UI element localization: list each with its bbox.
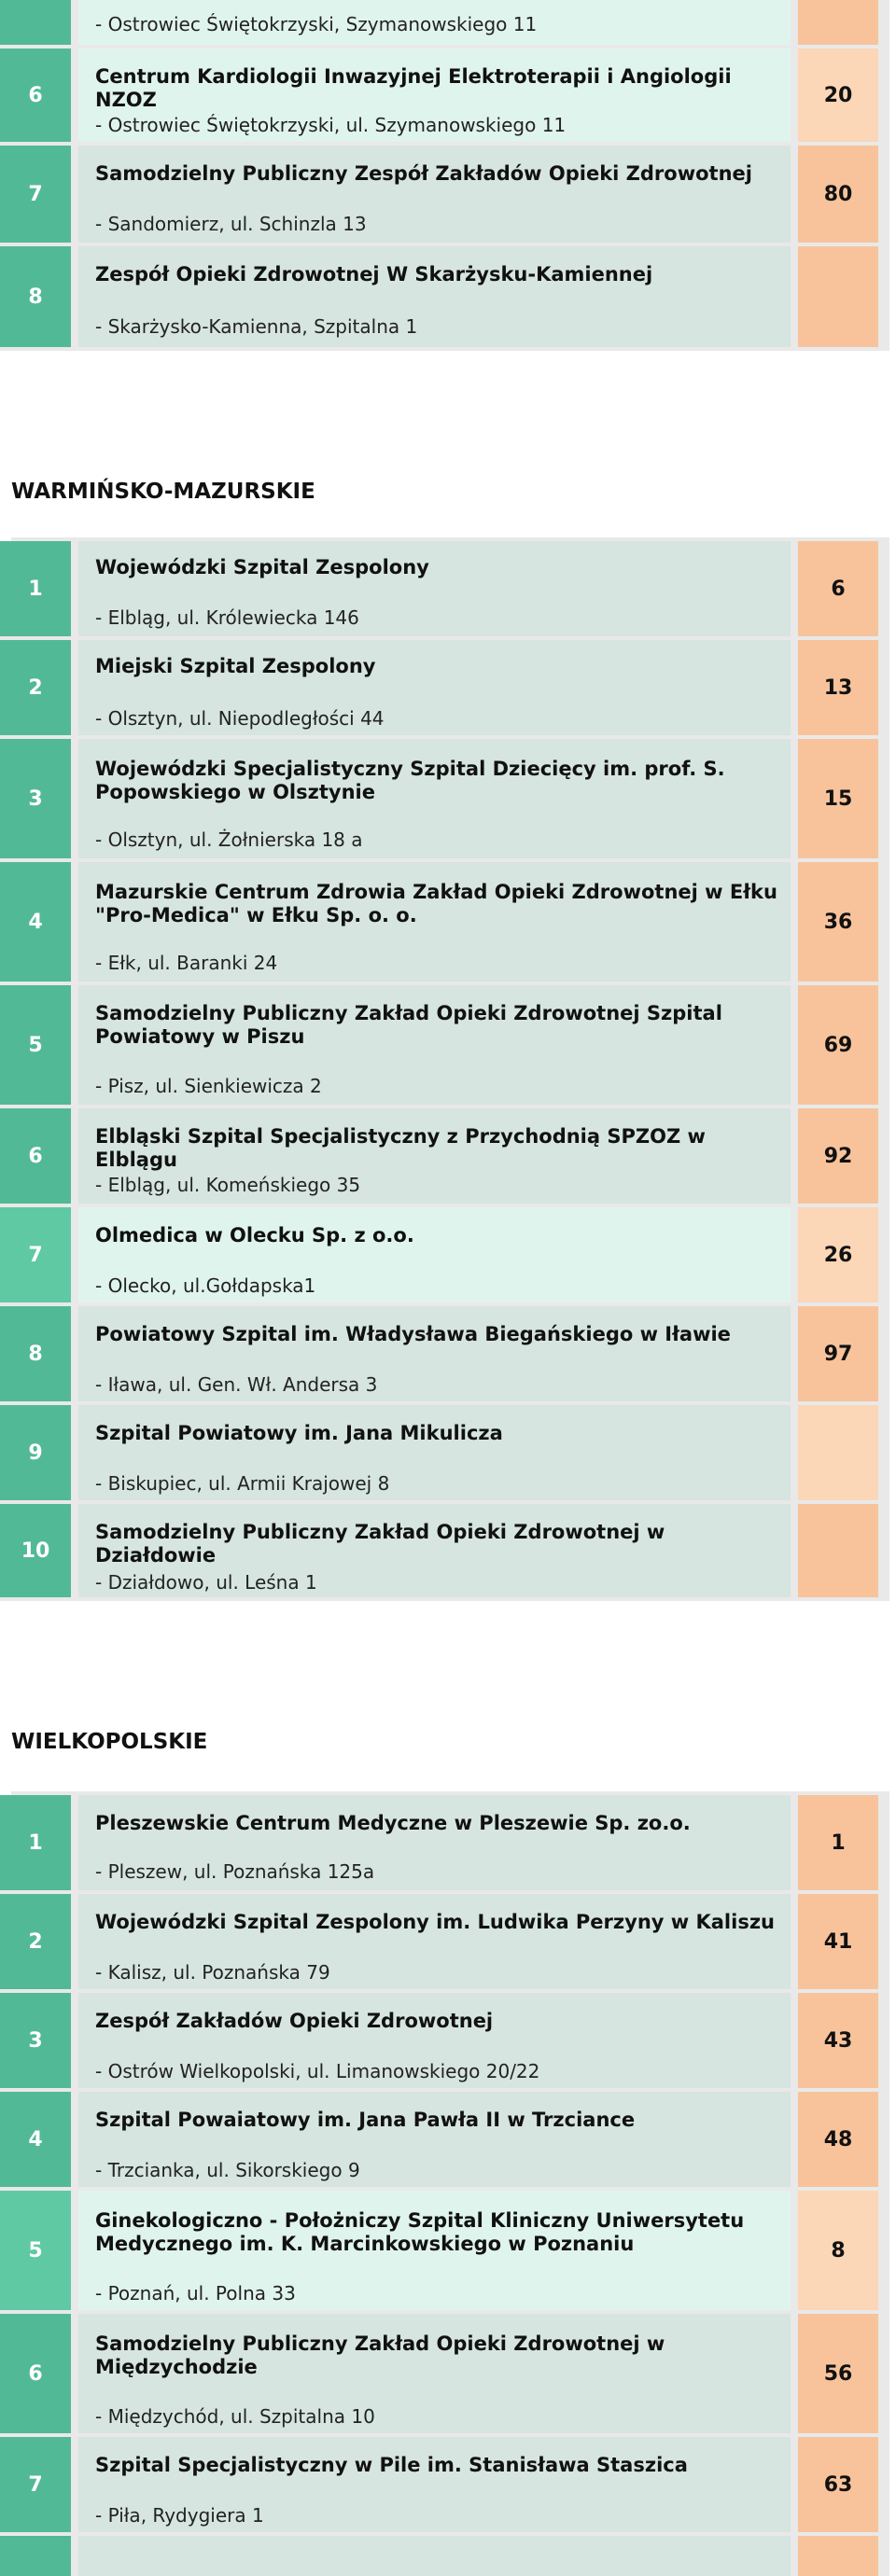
row-address: - Sandomierz, ul. Schinzla 13 [95, 213, 367, 235]
row-title: Powiatowy Szpital im. Władysława Biegańskiego w Iławie [95, 1323, 731, 1345]
row-value-cell: 80 [798, 146, 878, 246]
row-address: - Olecko, ul.Gołdapska1 [95, 1274, 316, 1297]
row-value-cell: 20 [798, 49, 878, 146]
row-address: - Elbląg, ul. Komeńskiego 35 [95, 1174, 361, 1196]
row-address: - Biskupiec, ul. Armii Krajowej 8 [95, 1472, 390, 1495]
row-title: Samodzielny Publiczny Zakład Opieki Zdrowotnej w Działdowie [95, 1521, 665, 1566]
row-number-cell: 7 [0, 2437, 75, 2536]
table-row-name-cell [78, 862, 794, 985]
row-title: Szpital Powiatowy im. Jana Mikulicza [95, 1422, 503, 1444]
row-value-cell [798, 1504, 878, 1601]
row-number-cell: 5 [0, 985, 75, 1108]
row-title: Miejski Szpital Zespolony [95, 655, 376, 677]
row-number-cell: 3 [0, 1993, 75, 2092]
row-address: - Trzcianka, ul. Sikorskiego 9 [95, 2159, 360, 2181]
row-address: - Ostrowiec Świętokrzyski, ul. Szymanowskiego 11 [95, 114, 567, 136]
row-title: Samodzielny Publiczny Zakład Opieki Zdrowotnej Szpital Powiatowy w Piszu [95, 1002, 722, 1048]
row-number-cell: 8 [0, 246, 75, 351]
row-value-cell: 36 [798, 862, 878, 985]
row-title: Elbląski Szpital Specjalistyczny z Przychodnią SPZOZ w Elblągu [95, 1125, 706, 1171]
row-number-cell: 10 [0, 1504, 75, 1601]
row-value-cell: 6 [798, 541, 878, 640]
row-value-cell: 48 [798, 2092, 878, 2191]
row-address: - Pisz, ul. Sienkiewicza 2 [95, 1075, 322, 1097]
row-value-cell: 8 [798, 2191, 878, 2314]
row-address: - Ełk, ul. Baranki 24 [95, 952, 278, 974]
row-title: Mazurskie Centrum Zdrowia Zakład Opieki Zdrowotnej w Ełku "Pro-Medica" w Ełku Sp. o. o. [95, 881, 777, 926]
row-title: Olmedica w Olecku Sp. z o.o. [95, 1224, 414, 1246]
row-title: Pleszewskie Centrum Medyczne w Pleszewie Sp. zo.o. [95, 1812, 691, 1834]
row-value-cell: 26 [798, 1207, 878, 1306]
table-row-name-cell [78, 146, 794, 246]
row-title: Wojewódzki Specjalistyczny Szpital Dziecięcy im. prof. S. Popowskiego w Olsztynie [95, 758, 725, 803]
table-row-name-cell [78, 985, 794, 1108]
row-address: - Ostrowiec Świętokrzyski, Szymanowskiego 11 [95, 13, 538, 35]
row-title: Samodzielny Publiczny Zespół Zakładów Opieki Zdrowotnej [95, 162, 752, 185]
row-title: Samodzielny Publiczny Zakład Opieki Zdrowotnej w Międzychodzie [95, 2332, 665, 2378]
table-row-name-cell [78, 1993, 794, 2092]
table-row-name-cell [78, 640, 794, 739]
row-title: Ginekologiczno - Położniczy Szpital Kliniczny Uniwersytetu Medycznego im. K. Marcinkowskiego w Poznaniu [95, 2209, 745, 2255]
row-number-cell: 2 [0, 1894, 75, 1993]
row-address: - Pleszew, ul. Poznańska 125a [95, 1860, 375, 1883]
row-value-cell: 13 [798, 640, 878, 739]
table-row-name-cell [78, 1795, 794, 1894]
table-row-name-cell [78, 2536, 794, 2576]
row-value-cell: 15 [798, 739, 878, 862]
section-heading: WIELKOPOLSKIE [11, 1730, 208, 1754]
row-value-cell [798, 0, 878, 49]
row-number-cell: 9 [0, 1405, 75, 1504]
row-value-cell [798, 1405, 878, 1504]
row-number-cell [0, 2536, 75, 2576]
row-address: - Iława, ul. Gen. Wł. Andersa 3 [95, 1373, 378, 1396]
row-number-cell: 5 [0, 2191, 75, 2314]
row-address: - Olsztyn, ul. Żołnierska 18 a [95, 828, 363, 851]
row-value-cell: 43 [798, 1993, 878, 2092]
row-number-cell: 7 [0, 146, 75, 246]
row-title: Centrum Kardiologii Inwazyjnej Elektroterapii i Angiologii NZOZ [95, 65, 732, 111]
row-value-cell [798, 2536, 878, 2576]
row-value-cell: 63 [798, 2437, 878, 2536]
row-address: - Działdowo, ul. Leśna 1 [95, 1571, 317, 1594]
table-row-name-cell [78, 2437, 794, 2536]
row-address: - Ostrów Wielkopolski, ul. Limanowskiego 20/22 [95, 2060, 540, 2082]
table-row-name-cell [78, 2314, 794, 2437]
row-address: - Olsztyn, ul. Niepodległości 44 [95, 707, 385, 730]
row-value-cell [798, 246, 878, 351]
row-number-cell: 1 [0, 541, 75, 640]
row-address: - Poznań, ul. Polna 33 [95, 2282, 296, 2304]
row-number-cell: 3 [0, 739, 75, 862]
row-number-cell: 8 [0, 1306, 75, 1405]
row-number-cell: 2 [0, 640, 75, 739]
row-value-cell: 92 [798, 1108, 878, 1207]
row-title: Wojewódzki Szpital Zespolony im. Ludwika Perzyny w Kaliszu [95, 1911, 775, 1933]
table-row-name-cell [78, 1504, 794, 1601]
table-row-name-cell [78, 49, 794, 146]
row-address: - Kalisz, ul. Poznańska 79 [95, 1961, 330, 1984]
row-title: Zespół Zakładów Opieki Zdrowotnej [95, 2010, 494, 2032]
table-row-name-cell [78, 1108, 794, 1207]
table-row-name-cell [78, 1405, 794, 1504]
table-row-name-cell [78, 0, 794, 49]
table-row-name-cell [78, 1306, 794, 1405]
row-title: Wojewódzki Szpital Zespolony [95, 556, 429, 578]
table-row-name-cell [78, 2092, 794, 2191]
row-value-cell: 56 [798, 2314, 878, 2437]
row-value-cell: 41 [798, 1894, 878, 1993]
row-number-cell: 6 [0, 1108, 75, 1207]
table-row-name-cell [78, 246, 794, 351]
row-address: - Międzychód, ul. Szpitalna 10 [95, 2405, 375, 2428]
row-value-cell: 69 [798, 985, 878, 1108]
section-heading: WARMIŃSKO-MAZURSKIE [11, 480, 315, 504]
table-row-name-cell [78, 1207, 794, 1306]
row-value-cell: 97 [798, 1306, 878, 1405]
table-row-name-cell [78, 541, 794, 640]
row-address: - Piła, Rydygiera 1 [95, 2504, 264, 2527]
table-row-name-cell [78, 2191, 794, 2314]
row-number-cell: 4 [0, 862, 75, 985]
row-address: - Skarżysko-Kamienna, Szpitalna 1 [95, 315, 418, 338]
table-row-name-cell [78, 739, 794, 862]
row-number-cell: 6 [0, 49, 75, 146]
row-number-cell: 4 [0, 2092, 75, 2191]
row-number-cell: 6 [0, 2314, 75, 2437]
row-number-cell: 1 [0, 1795, 75, 1894]
row-address: - Elbląg, ul. Królewiecka 146 [95, 606, 359, 629]
row-number-cell: 7 [0, 1207, 75, 1306]
row-title: Szpital Specjalistyczny w Pile im. Stanisława Staszica [95, 2454, 688, 2476]
row-title: Zespół Opieki Zdrowotnej W Skarżysku-Kamiennej [95, 263, 653, 285]
row-title: Szpital Powaiatowy im. Jana Pawła II w Trzciance [95, 2109, 636, 2131]
row-value-cell: 1 [798, 1795, 878, 1894]
table-row-name-cell [78, 1894, 794, 1993]
row-number-cell [0, 0, 75, 49]
